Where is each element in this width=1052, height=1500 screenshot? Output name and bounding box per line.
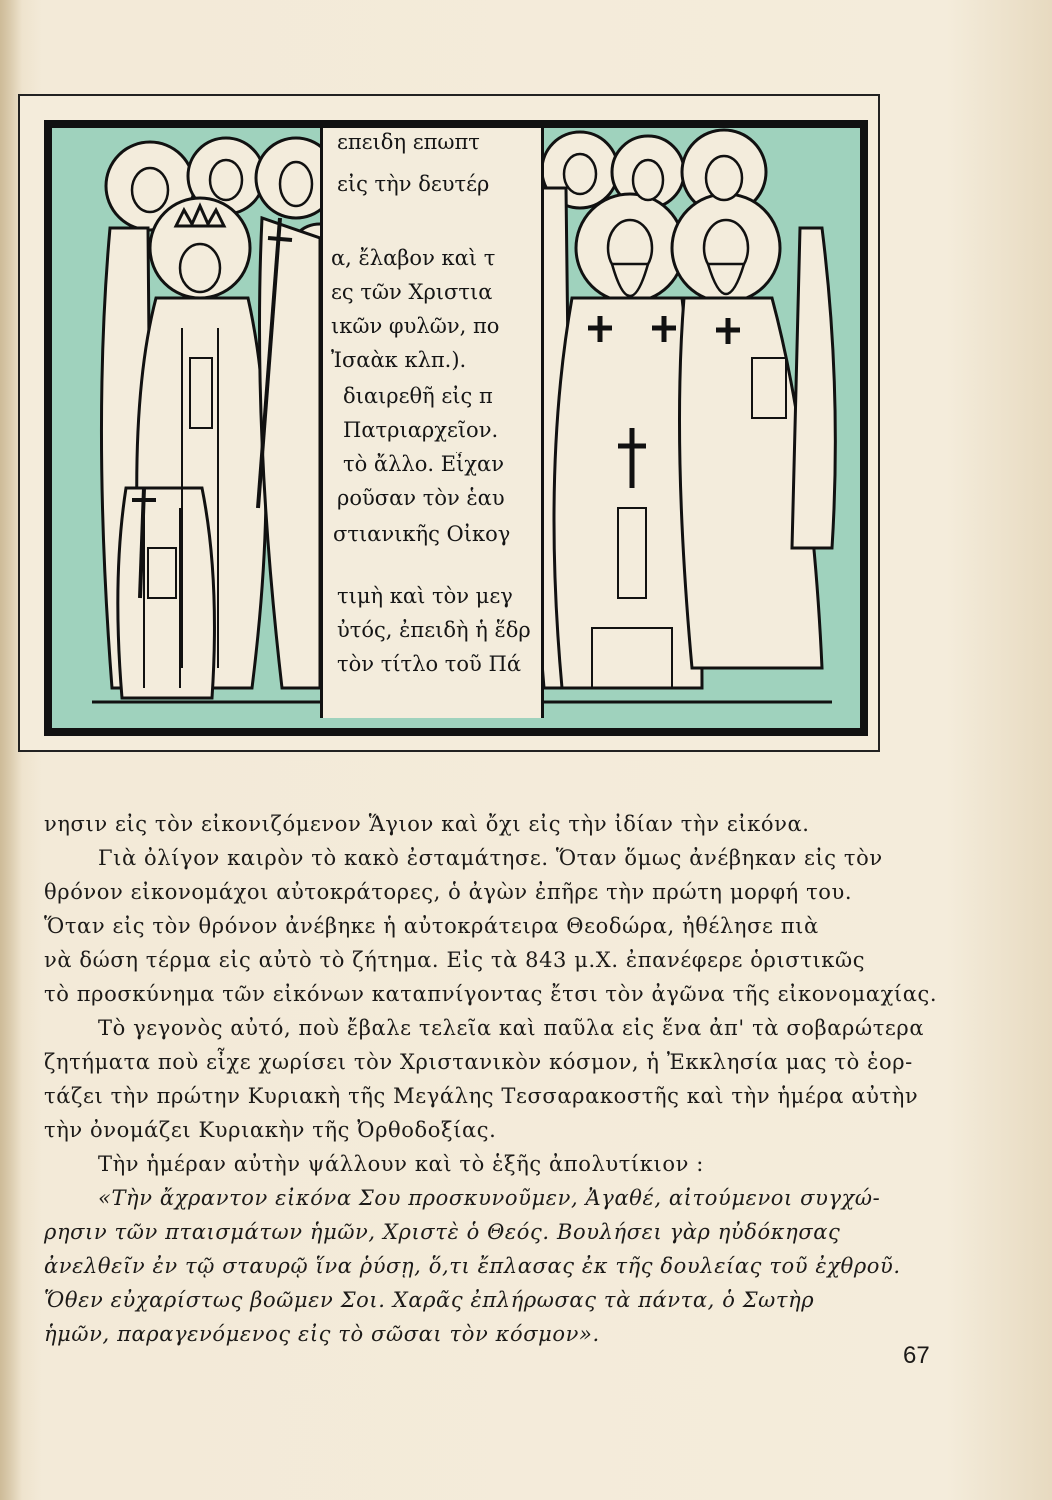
scroll-line: Ἰσαὰκ κλπ.). <box>331 348 467 372</box>
scroll-line: α, ἔλαβον καὶ τ <box>331 246 496 270</box>
scroll-line: Πατριαρχεῖον. <box>343 418 499 442</box>
scroll-line: επειδη επωπτ <box>337 130 480 154</box>
text-line: νὰ δώση τέρμα εἰς αὐτὸ τὸ ζήτημα. Εἰς τὰ 843 μ.Χ. ἐπανέφερε ὁριστικῶς <box>44 948 866 972</box>
scroll-line: ροῦσαν τὸν ἑαυ <box>337 486 505 510</box>
scroll-line: τὸν τίτλο τοῦ Πά <box>337 652 521 676</box>
text-line: Γιὰ ὀλίγον καιρὸν τὸ κακὸ ἐσταμάτησε. Ὅταν ὅμως ἀνέβηκαν εἰς τὸν <box>98 846 883 870</box>
text-line: Τὸ γεγονὸς αὐτό, ποὺ ἔβαλε τελεῖα καὶ παῦλα εἰς ἕνα ἀπ' τὰ σοβαρώτερα <box>98 1016 925 1040</box>
scroll-line: ικῶν φυλῶν, πο <box>331 314 500 338</box>
text-line: ἀνελθεῖν ἐν τῷ σταυρῷ ἵνα ῥύσῃ, ὅ,τι ἔπλασας ἐκ τῆς δουλείας τοῦ ἐχθροῦ. <box>44 1254 901 1278</box>
scroll-line: ες τῶν Χριστια <box>331 280 493 304</box>
scroll-line: στιανικῆς Οἰκογ <box>333 522 511 546</box>
text-line: τὴν ὀνομάζει Κυριακὴν τῆς Ὀρθοδοξίας. <box>44 1118 497 1142</box>
icon-illustration <box>44 120 868 736</box>
text-line: ἡμῶν, παραγενόμενος εἰς τὸ σῶσαι τὸν κόσμον». <box>44 1322 600 1346</box>
scroll-line: ὐτός, ἐπειδὴ ἡ ἕδρ <box>337 618 531 642</box>
text-line: Τὴν ἡμέραν αὐτὴν ψάλλουν καὶ τὸ ἑξῆς ἀπολυτίκιον : <box>98 1152 704 1176</box>
text-line: ρησιν τῶν πταισμάτων ἡμῶν, Χριστὲ ὁ Θεός. Βουλήσει γὰρ ηὐδόκησας <box>44 1220 841 1244</box>
scroll-line: τὸ ἄλλο. Εἶχαν <box>343 452 504 476</box>
text-line: τὸ προσκύνημα τῶν εἰκόνων καταπνίγοντας ἔτσι τὸν ἀγῶνα τῆς εἰκονομαχίας. <box>44 982 938 1006</box>
text-line: Ὅθεν εὐχαρίστως βοῶμεν Σοι. Χαρᾶς ἐπλήρωσας τὰ πάντα, ὁ Σωτὴρ <box>44 1288 815 1312</box>
text-line: ζητήματα ποὺ εἶχε χωρίσει τὸν Χριστανικὸν κόσμον, ἡ Ἐκκλησία μας τὸ ἑορ- <box>44 1050 913 1074</box>
page-number: 67 <box>903 1342 930 1369</box>
illustration-frame <box>18 94 880 752</box>
text-line: τάζει τὴν πρώτην Κυριακὴ τῆς Μεγάλης Τεσσαρακοστῆς καὶ τὴν ἡμέρα αὐτὴν <box>44 1084 919 1108</box>
text-line: θρόνον εἰκονομάχοι αὐτοκράτορες, ὁ ἀγὼν ἐπῆρε τὴν πρώτη μορφή του. <box>44 880 853 904</box>
text-line: «Τὴν ἄχραντον εἰκόνα Σου προσκυνοῦμεν, Ἀγαθέ, αἰτούμενοι συγχώ- <box>98 1186 881 1210</box>
scroll-line: εἰς τὴν δευτέρ <box>337 172 490 196</box>
scroll-line: τιμὴ καὶ τὸν μεγ <box>337 584 513 608</box>
text-line: νησιν εἰς τὸν εἰκονιζόμενον Ἅγιον καὶ ὄχι εἰς τὴν ἰδίαν τὴν εἰκόνα. <box>44 812 810 836</box>
scroll-line: διαιρεθῆ εἰς π <box>343 384 493 408</box>
scroll-text-block <box>320 128 544 718</box>
text-line: Ὅταν εἰς τὸν θρόνον ἀνέβηκε ἡ αὐτοκράτειρα Θεοδώρα, ἠθέλησε πιὰ <box>44 914 819 938</box>
